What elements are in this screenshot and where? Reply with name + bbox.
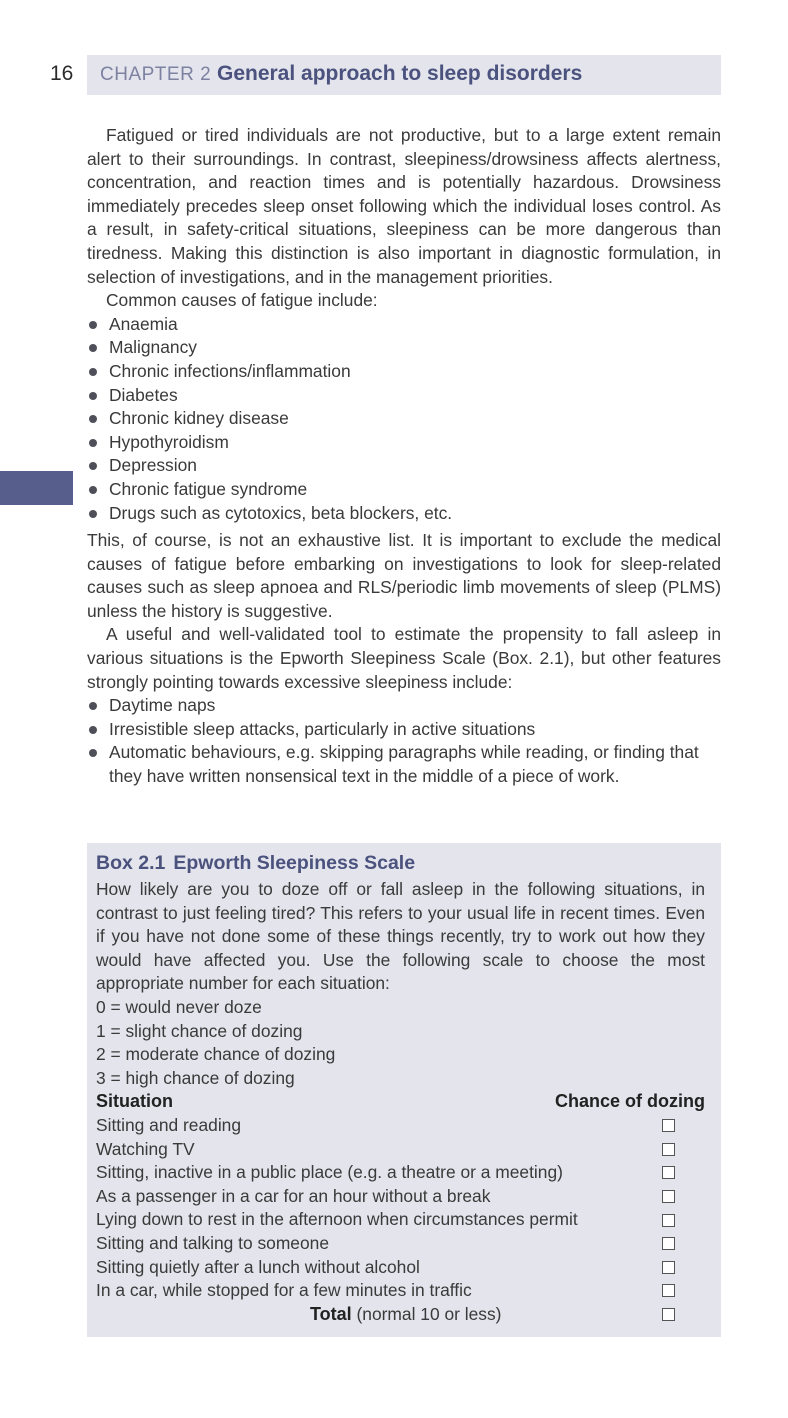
dozing-checkbox[interactable]: [662, 1237, 675, 1250]
list-item: Chronic kidney disease: [87, 407, 721, 431]
list-item: Hypothyroidism: [87, 431, 721, 455]
box-title: [96, 850, 705, 876]
list-item: Chronic infections/inflammation: [87, 360, 721, 384]
sleepiness-features-list: [87, 694, 721, 788]
list-item: Drugs such as cytotoxics, beta blockers, etc.: [87, 502, 721, 526]
dozing-checkbox[interactable]: [662, 1261, 675, 1274]
list-item: Diabetes: [87, 384, 721, 408]
table-row: [96, 1114, 705, 1138]
dozing-checkbox[interactable]: [662, 1166, 675, 1179]
situation-label: As a passenger in a car for an hour without a break: [96, 1185, 491, 1206]
paragraph-fatigue-causes-intro: Common causes of fatigue include:: [106, 290, 378, 311]
scale-item: 3 = high chance of dozing: [96, 1067, 295, 1088]
total-label-group: [310, 1303, 501, 1327]
list-item: Chronic fatigue syndrome: [87, 478, 721, 502]
scale-list: [96, 996, 705, 1090]
situation-label: In a car, while stopped for a few minutes in traffic: [96, 1280, 472, 1301]
list-item: Depression: [87, 454, 721, 478]
list-item: Malignancy: [87, 336, 721, 360]
situation-label: Sitting and reading: [96, 1114, 242, 1135]
side-thumb-tab: [0, 471, 73, 505]
total-note: (normal 10 or less): [351, 1303, 502, 1324]
main-text: [87, 124, 721, 789]
situation-label: Lying down to rest in the afternoon when circumstances permit: [96, 1209, 578, 1230]
dozing-checkbox[interactable]: [662, 1284, 675, 1297]
table-row: [96, 1256, 705, 1280]
total-label: Total: [310, 1303, 352, 1324]
dozing-checkbox[interactable]: [662, 1190, 675, 1203]
table-row: [96, 1161, 705, 1185]
situation-label: Sitting quietly after a lunch without alcohol: [96, 1256, 420, 1277]
epworth-box: [87, 843, 721, 1337]
total-checkbox[interactable]: [662, 1308, 675, 1321]
list-item: Irresistible sleep attacks, particularly in active situations: [87, 718, 721, 742]
paragraph-epworth-intro: A useful and well-validated tool to estimate the propensity to fall asleep in various situations is the Epworth Sleepiness Scale (Box. 2.1), but other features strongly pointing towards excessive sleepiness include:: [87, 624, 721, 692]
scale-item: 1 = slight chance of dozing: [96, 1020, 303, 1041]
chapter-title: General approach to sleep disorders: [216, 62, 583, 85]
page-number: 16: [50, 62, 74, 85]
chapter-header: [100, 62, 582, 86]
situation-label: Watching TV: [96, 1138, 195, 1159]
table-row: [96, 1185, 705, 1209]
list-item: Automatic behaviours, e.g. skipping paragraphs while reading, or finding that they have written nonsensical text in the middle of a piece of work.: [87, 741, 721, 788]
scale-item: 2 = moderate chance of dozing: [96, 1044, 336, 1065]
table-row: [96, 1232, 705, 1256]
table-row: [96, 1279, 705, 1303]
column-chance: Chance of dozing: [555, 1091, 705, 1112]
dozing-checkbox[interactable]: [662, 1214, 675, 1227]
list-item: Anaemia: [87, 313, 721, 337]
box-intro: How likely are you to doze off or fall asleep in the following situations, in contrast to just feeling tired? This refers to your usual life in recent times. Even if you have not done some of these things recently, try to work out how they would have affected you. Use the following scale to choose the most appropriate number for each situation:: [96, 879, 705, 994]
situation-label: Sitting, inactive in a public place (e.g. a theatre or a meeting): [96, 1162, 563, 1183]
total-row: [96, 1303, 705, 1327]
box-heading: Epworth Sleepiness Scale: [173, 852, 416, 874]
scale-item: 0 = would never doze: [96, 996, 262, 1017]
table-header: [96, 1090, 705, 1114]
chapter-label: CHAPTER 2: [100, 64, 212, 85]
table-row: [96, 1138, 705, 1162]
situation-label: Sitting and talking to someone: [96, 1232, 329, 1253]
paragraph-exhaustive: This, of course, is not an exhaustive list. It is important to exclude the medical causes of fatigue before embarking on investigations to look for sleep-related causes such as sleep apnoea and RLS/periodic limb movements of sleep (PLMS) unless the history is suggestive.: [87, 530, 721, 621]
list-item: Daytime naps: [87, 694, 721, 718]
fatigue-causes-list: [87, 313, 721, 525]
dozing-checkbox[interactable]: [662, 1119, 675, 1132]
table-row: [96, 1208, 705, 1232]
paragraph-fatigue-vs-sleepiness: Fatigued or tired individuals are not productive, but to a large extent remain alert to their surroundings. In contrast, sleepiness/drowsiness affects alertness, concentration, and reaction times and is potentially hazardous. Drowsiness immediately precedes sleep onset following which the individual loses control. As a result, in safety-critical situations, sleepiness can be more dangerous than tiredness. Making this distinction is also important in diagnostic formulation, in selection of investigations, and in the management priorities.: [87, 125, 721, 287]
dozing-checkbox[interactable]: [662, 1143, 675, 1156]
box-label: Box 2.1: [96, 852, 166, 874]
situation-table: [96, 1114, 705, 1303]
column-situation: Situation: [96, 1091, 173, 1112]
